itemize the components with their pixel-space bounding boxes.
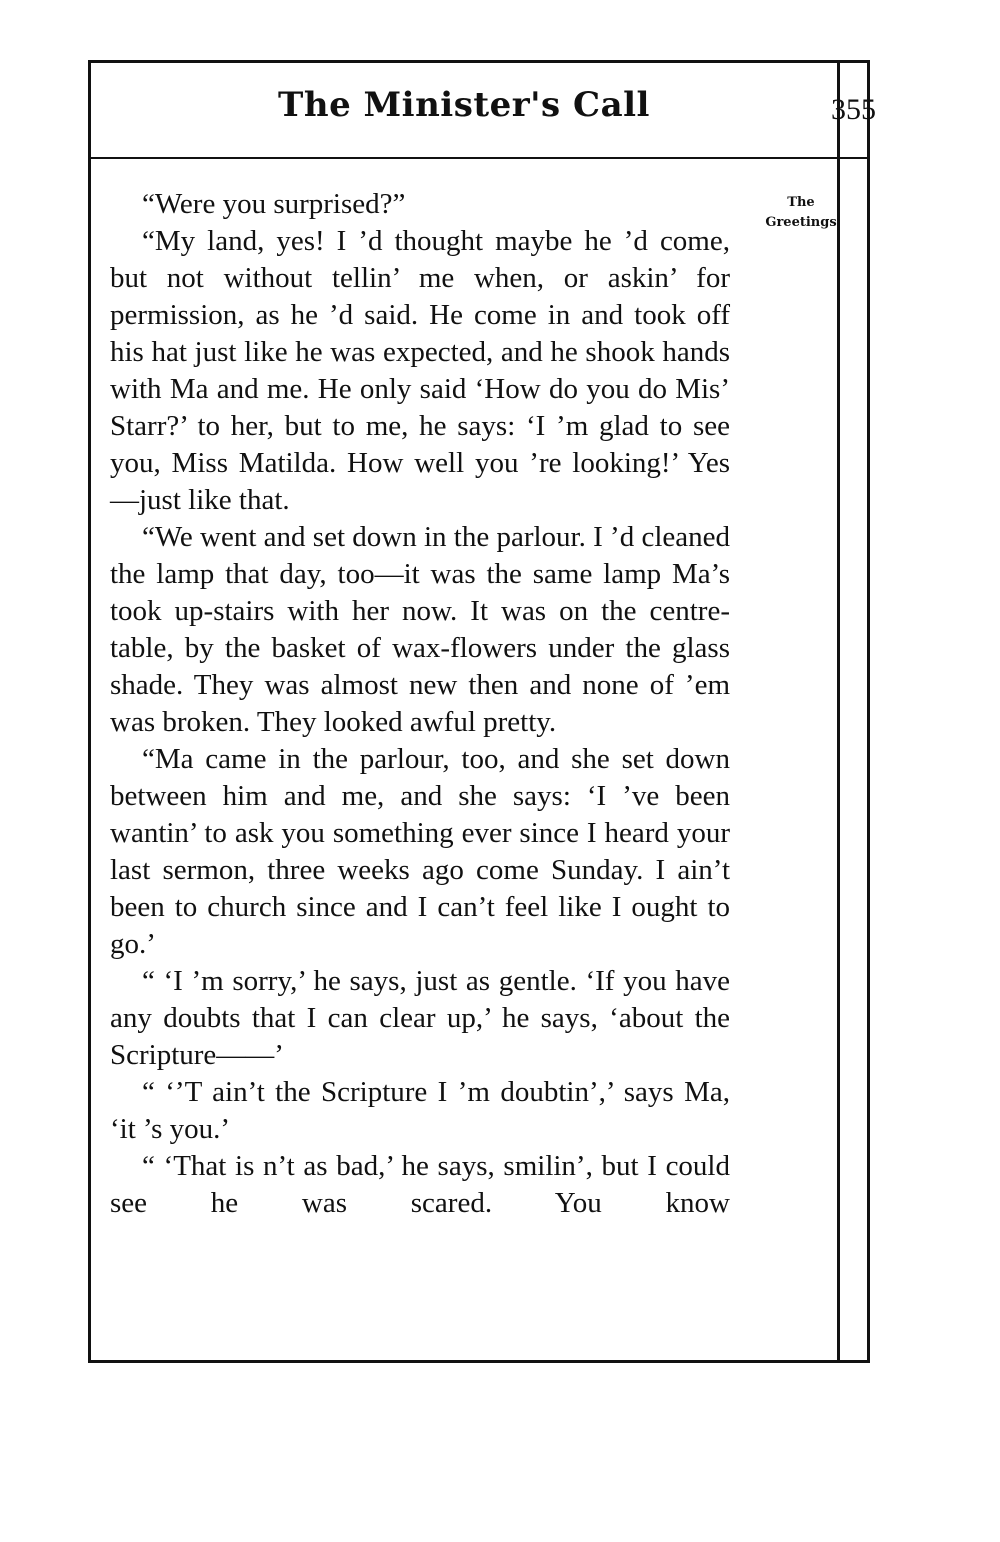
paragraph: “ ‘That is n’t as bad,’ he says, smilin’, but I could see he was scared. You know <box>110 1150 730 1219</box>
page-number: 355 <box>831 93 876 126</box>
margin-note <box>751 193 851 233</box>
paragraph: “ ‘’T ain’t the Scripture I ’m doubtin’,’ says Ma, ‘it ’s you.’ <box>110 1076 730 1145</box>
column-divider <box>837 63 840 1363</box>
paragraph: “Ma came in the parlour, too, and she set down between him and me, and she says: ‘I ’ve been wantin’ to ask you something ever since I heard your last sermon, three weeks ago come Sunday. I ain’t been to church since and I can’t feel like I ought to go.’ <box>110 743 730 960</box>
paragraph: “My land, yes! I ’d thought maybe he ’d come, but not without tellin’ me when, or askin’ for permission, as he ’d said. He come in and took off his hat just like he was expected, and he shook hands with Ma and me. He only said ‘How do you do Mis’ Starr?’ to her, but to me, he says: ‘I ’m glad to see you, Miss Matilda. How well you ’re looking!’ Yes—just like that. <box>110 225 730 516</box>
paragraph: “We went and set down in the parlour. I ’d cleaned the lamp that day, too—it was the same lamp Ma’s took up-stairs with her now. It was on the centre-table, by the basket of wax-flowers under the glass shade. They was almost new then and none of ’em was broken. They looked awful pretty. <box>110 521 730 738</box>
running-head-title: The Minister's Call <box>278 85 650 125</box>
margin-note-line1: The <box>787 195 815 210</box>
margin-note-line2: Greetings <box>765 215 837 230</box>
paragraph: “ ‘I ’m sorry,’ he says, just as gentle. ‘If you have any doubts that I can clear up,’ he says, ‘about the Scripture——’ <box>110 965 730 1071</box>
paragraph: “Were you surprised?” <box>142 188 406 220</box>
body-text <box>110 186 730 1222</box>
page-frame <box>88 60 876 1363</box>
header-rule <box>91 157 867 159</box>
